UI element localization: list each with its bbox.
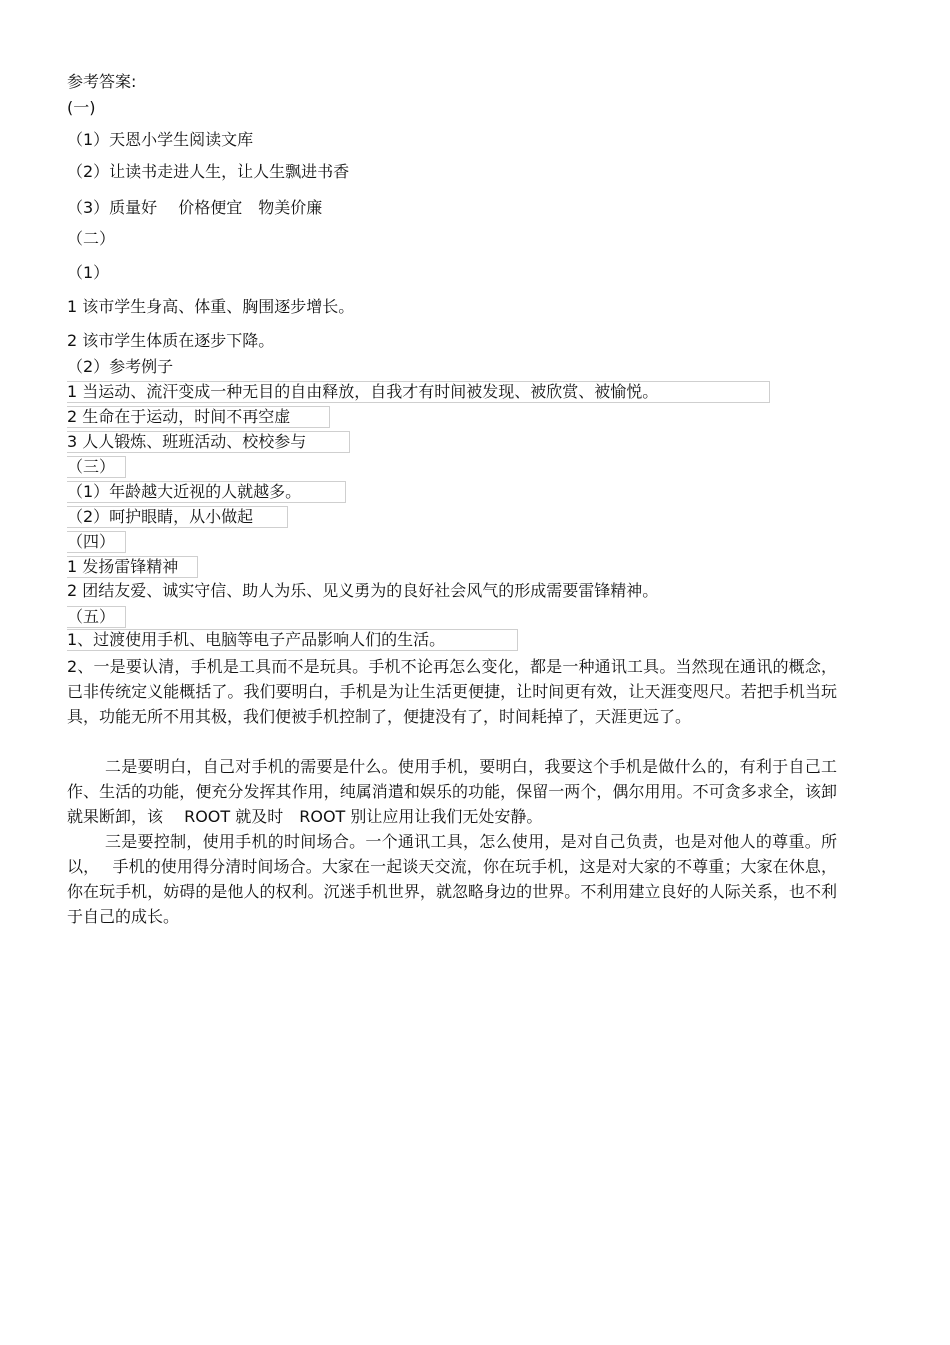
s1-item-2: （2）让读书走进人生，让人生飘进书香 [67,162,350,181]
s2-answer-1: 1 该市学生身高、体重、胸围逐步增长。 [67,297,355,316]
s1-item-3: （3）质量好 价格便宜 物美价廉 [67,198,323,217]
s3-item-1: （1）年龄越大近视的人就越多。 [67,481,346,503]
answer-heading: 参考答案: [67,72,137,91]
section-3-title: （三） [67,456,126,478]
s2-example-2: 2 生命在于运动，时间不再空虚 [67,406,330,428]
s5-paragraph-2: 二是要明白，自己对手机的需要是什么。使用手机，要明白，我要这个手机是做什么的，有利于自己工作、生活的功能，便充分发挥其作用，纯属消遣和娱乐的功能，保留一两个，偶尔用用。不可贪多求全，该卸就果断卸，该 ROOT 就及时 ROOT 别让应用让我们无处安静。 [67,757,837,826]
section-4-title: （四） [67,531,126,553]
s5-paragraph-1: 2、一是要认清，手机是工具而不是玩具。手机不论再怎么变化，都是一种通讯工具。当然现在通讯的概念，已非传统定义能概括了。我们要明白，手机是为让生活更便捷，让时间更有效，让天涯变咫尺。若把手机当玩具，功能无所不用其极，我们便被手机控制了，便捷没有了，时间耗掉了，天涯更远了。 [67,657,837,726]
section-5-title: （五） [67,606,126,628]
section-1-title: (一) [67,98,96,117]
s1-item-1: （1）天恩小学生阅读文库 [67,130,254,149]
section-2-title: （二） [67,229,116,248]
s3-item-2: （2）呵护眼睛，从小做起 [67,506,288,528]
s5-answer-1: 1、过渡使用手机、电脑等电子产品影响人们的生活。 [67,629,518,651]
s2-answer-2: 2 该市学生体质在逐步下降。 [67,331,275,350]
s2-example-1: 1 当运动、流汗变成一种无目的自由释放，自我才有时间被发现、被欣赏、被愉悦。 [67,381,770,403]
s4-answer-2: 2 团结友爱、诚实守信、助人为乐、见义勇为的良好社会风气的形成需要雷锋精神。 [67,581,659,600]
s2-subheading-2: （2）参考例子 [67,357,174,376]
s2-subheading-1: （1） [67,263,110,282]
s5-paragraph-3: 三是要控制，使用手机的时间场合。一个通讯工具，怎么使用，是对自己负责，也是对他人的尊重。所以， 手机的使用得分清时间场合。大家在一起谈天交流，你在玩手机，这是对大家的不尊重；大家在休息，你在玩手机，妨碍的是他人的权利。沉迷手机世界，就忽略身边的世界。不利用建立良好的人际关系，也不利于自己的成长。 [67,832,837,926]
s2-example-3: 3 人人锻炼、班班活动、校校参与 [67,431,350,453]
s4-answer-1: 1 发扬雷锋精神 [67,556,198,578]
